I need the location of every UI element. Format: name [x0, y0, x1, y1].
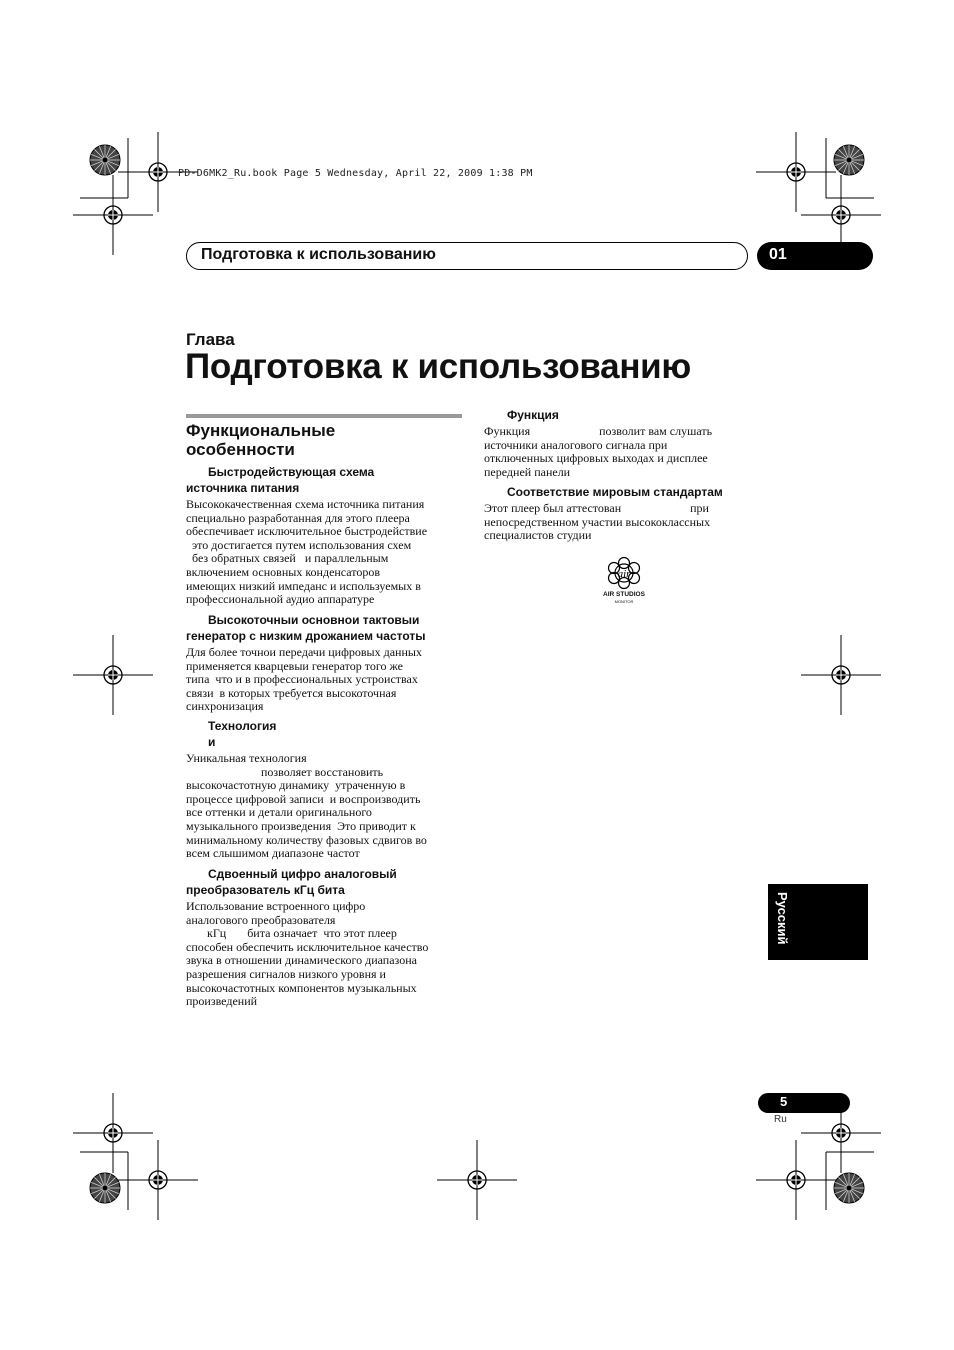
- page-language-code: Ru: [774, 1114, 787, 1125]
- air-studios-logo: [598, 556, 650, 604]
- heading-line: преобразователь кГц бита: [186, 883, 345, 897]
- book-file-info: PD-D6MK2_Ru.book Page 5 Wednesday, April 22, 2009 1:38 PM: [178, 168, 533, 179]
- feature-body: Использование встроенного цифро аналогового преобразователя кГц бита означает что этот плеер способен обеспечить исключительное качество звука в отношении динамического диапазона разрешения сигналов низкого уровня и высокочастотных компонентов музыкальных произведений: [186, 899, 429, 1009]
- feature-body: Для более точнои передачи цифровых данных применяется кварцевыи генератор того же типа что и в профессиональных устроиствах связи в которых требуется высокоточная синхронизация: [186, 645, 422, 714]
- chapter-number: 01: [769, 246, 787, 263]
- feature-body: Высококачественная схема источника питания специально разработанная для этого плеера обеспечивает исключительное быстродействие это достигается путем использования схем без обратных связей и параллельным включением основных конденсаторов имеющих низкий импеданс и используемых в профессиональной аудио аппаратуре: [186, 497, 428, 607]
- feature-heading: Функция: [507, 408, 559, 422]
- feature-heading: [186, 718, 276, 750]
- feature-body: Функция позволит вам слушать источники аналогового сигнала при отключенных цифровых выходах и дисплее передней панели: [484, 424, 713, 479]
- heading-line: генератор с низким дрожанием частоты: [186, 629, 426, 643]
- heading-line: и: [208, 735, 216, 749]
- heading-line: Высокоточныи основнои тактовыи: [208, 613, 420, 627]
- air-logo-icon: [598, 556, 650, 590]
- page-title: Подготовка к использованию: [185, 347, 691, 386]
- heading-line: Сдвоенный цифро аналоговый: [208, 867, 397, 881]
- language-tab-label: Русский: [775, 892, 790, 945]
- page-number-badge: [758, 1093, 850, 1113]
- header-title: Подготовка к использованию: [201, 246, 436, 263]
- logo-mark-text: air: [617, 568, 631, 580]
- heading-line: Технология: [208, 719, 277, 733]
- logo-text: AIR STUDIOS: [603, 591, 645, 598]
- section-title-line: особенности: [186, 440, 295, 459]
- feature-body: Уникальная технология позволяет восстановить высокочастотную динамику утраченную в процессе цифровой записи и воспроизводить все оттенки и детали оригинального музыкального произведения Это приводит к минимальному количеству фазовых сдвигов во всем слышимом диапазоне частот: [186, 751, 427, 861]
- logo-subtext: MONITOR: [614, 599, 634, 604]
- chapter-label: Глава: [186, 330, 235, 349]
- heading-line: Быстродействующая схема: [208, 465, 375, 479]
- heading-line: источника питания: [186, 481, 300, 495]
- section-title-line: Функциональные: [186, 421, 336, 440]
- section-divider: [186, 414, 462, 418]
- feature-body: Этот плеер был аттестован при непосредственном участии высококлассных специалистов студии: [484, 501, 711, 543]
- feature-heading: [186, 612, 426, 644]
- feature-heading: [186, 464, 374, 496]
- page-number: 5: [780, 1094, 788, 1109]
- feature-heading: Соответствие мировым стандартам: [507, 485, 723, 499]
- section-title: [186, 421, 462, 459]
- feature-heading: [186, 866, 397, 898]
